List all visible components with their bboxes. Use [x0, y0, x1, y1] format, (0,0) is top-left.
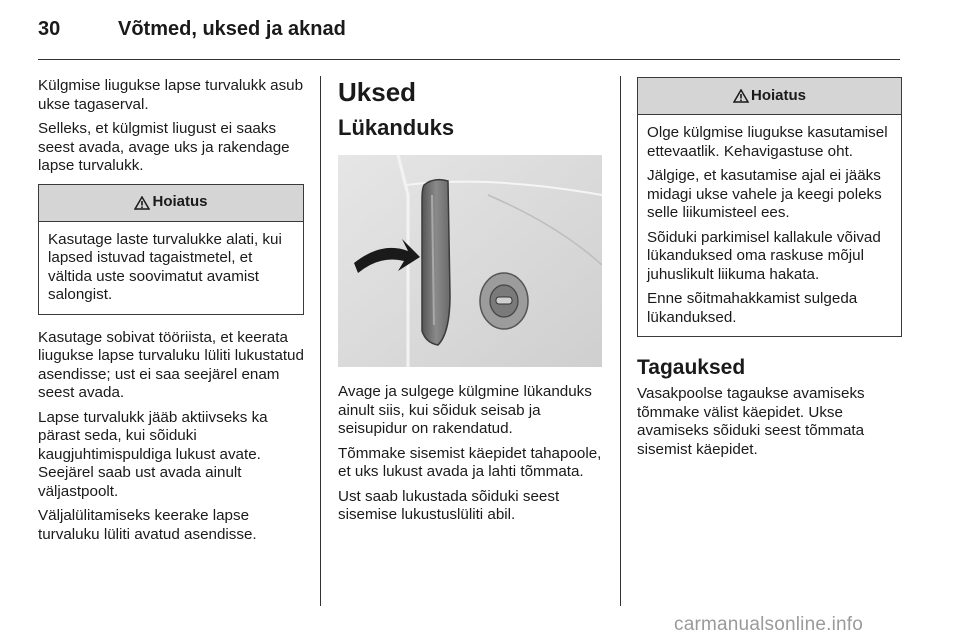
- warning-text: Sõiduki parkimisel kallakule võivad lükanduksed oma raskuse mõjul juhuslikult liikuma hakata.: [647, 228, 881, 283]
- paragraph: Külgmise liugukse lapse turvalukk asub ukse tagaserval.: [38, 77, 304, 113]
- paragraph: Selleks, et külgmist liugust ei saaks seest avada, avage uks ja rakendage lapse turvalukk.: [38, 120, 290, 174]
- page-header: [38, 12, 900, 52]
- subsection-heading: Lükanduks: [338, 115, 455, 140]
- warning-triangle-icon: [134, 196, 150, 210]
- warning-body: [39, 222, 303, 314]
- paragraph: Lapse turvalukk jääb aktiivseks ka pärast seda, kui sõiduki kaugjuhtimispuldiga lukust avate. Seejärel saab ust avada ainult väljastpoolt.: [38, 408, 268, 500]
- warning-title: Hoiatus: [152, 193, 208, 211]
- paragraph: Vasakpoolse tagaukse avamiseks tõmmake välist käepidet. Ukse avamiseks sõiduki seest tõmmata sisemist käepidet.: [637, 385, 865, 458]
- paragraph: Tõmmake sisemist käepidet tahapoole, et uks lukust avada ja lahti tõmmata.: [338, 444, 602, 480]
- header-rule: [38, 59, 900, 60]
- paragraph: Väljalülitamiseks keerake lapse turvaluku lüliti avatud asendisse.: [38, 507, 257, 543]
- paragraph: Ust saab lukustada sõiduki seest sisemise lukustuslüliti abil.: [338, 487, 560, 523]
- warning-text: Kasutage laste turvalukke alati, kui lapsed istuvad tagaistmetel, et vältida uste soovimatut avamist salongist.: [48, 230, 282, 303]
- warning-triangle-icon: [733, 89, 749, 103]
- warning-text: Jälgige, et kasutamise ajal ei jääks midagi ukse vahele ja keegi poleks selle liikumisteel ees.: [647, 167, 882, 221]
- warning-box: [38, 184, 304, 315]
- sliding-door-handle-illustration: [338, 155, 602, 367]
- page-number: 30: [38, 18, 61, 40]
- warning-header: [39, 185, 303, 222]
- warning-header: [638, 78, 901, 115]
- warning-text: Enne sõitmahakkamist sulgeda lükanduksed.: [647, 290, 858, 326]
- warning-body: [638, 115, 901, 336]
- paragraph: Avage ja sulgege külgmine lükanduks ainult siis, kui sõiduk seisab ja seisupidur on rakendatud.: [338, 383, 592, 437]
- column-divider-2: [620, 76, 621, 606]
- column-3: [637, 77, 902, 465]
- section-heading: Tagauksed: [637, 356, 746, 379]
- column-divider-1: [320, 76, 321, 606]
- column-1: [38, 77, 304, 550]
- paragraph: Kasutage sobivat tööriista, et keerata liugukse lapse turvaluku lüliti lukustatud asendisse; ust ei saa seejärel enam seest avada.: [38, 328, 304, 401]
- warning-text: Olge külgmise liugukse kasutamisel ettevaatlik. Kehavigastuse oht.: [647, 124, 888, 160]
- warning-title: Hoiatus: [750, 86, 806, 104]
- section-heading: Uksed: [338, 77, 417, 107]
- column-2: [338, 77, 604, 531]
- warning-box: [637, 77, 902, 337]
- page-title: Võtmed, uksed ja aknad: [118, 18, 346, 40]
- watermark: carmanualsonline.info: [674, 614, 864, 635]
